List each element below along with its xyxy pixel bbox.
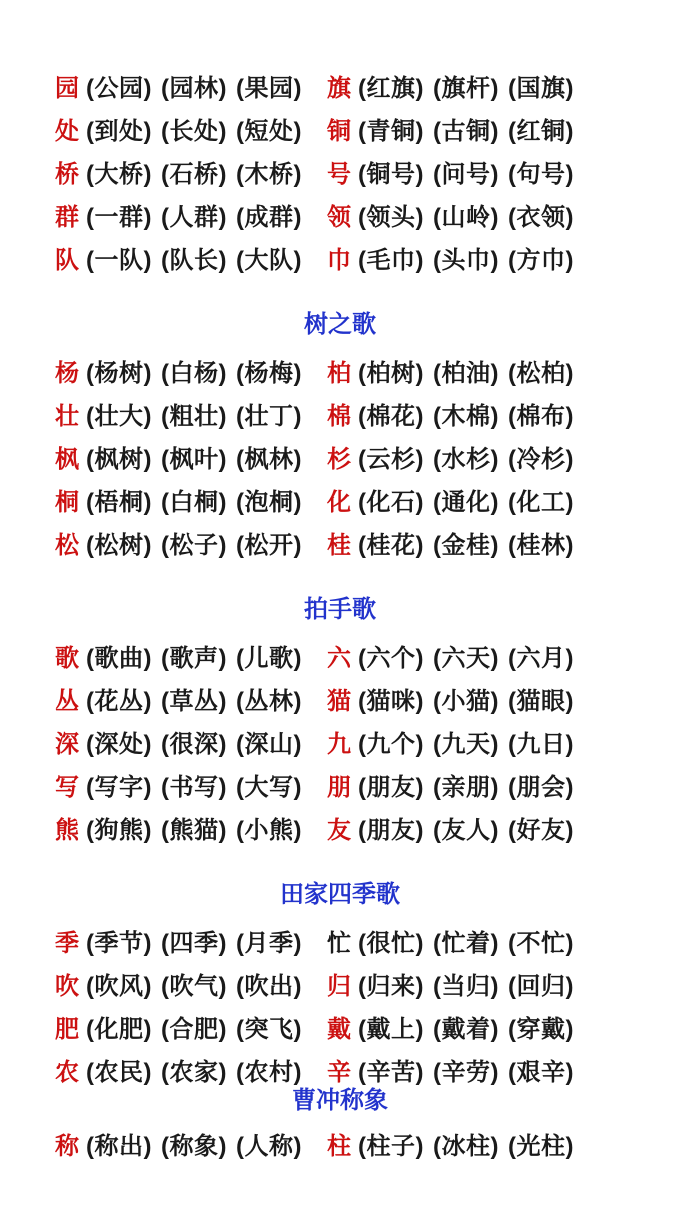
word-item: (猫眼) (507, 688, 574, 715)
word-item: (猫咪) (358, 688, 424, 715)
entry-row (55, 763, 680, 806)
word-item: (深处) (86, 731, 152, 758)
vocab-entry (327, 634, 680, 677)
vocab-entry (55, 392, 327, 435)
word-item: (枫叶) (160, 446, 227, 473)
word-item: (冷杉) (507, 446, 574, 473)
head-character: 深 (55, 731, 79, 758)
word-item: (戴上) (358, 1016, 424, 1043)
head-character: 杉 (327, 446, 351, 473)
vocab-entry (327, 763, 680, 806)
entry-row (55, 107, 680, 150)
word-item: (桂林) (507, 532, 574, 559)
word-item: (草丛) (160, 688, 227, 715)
word-item: (丛林) (235, 688, 302, 715)
word-item: (六天) (432, 645, 499, 672)
head-character: 杨 (55, 360, 79, 387)
word-item: (金桂) (432, 532, 499, 559)
entry-row (55, 919, 680, 962)
vocab-entry (327, 806, 680, 849)
word-item: (长处) (160, 118, 227, 145)
head-character: 队 (55, 247, 79, 274)
word-item: (国旗) (507, 75, 574, 102)
head-character: 歌 (55, 645, 79, 672)
entry-row (55, 1005, 680, 1048)
vocab-entry (327, 150, 680, 193)
head-character: 铜 (327, 118, 351, 145)
word-item: (小熊) (235, 817, 302, 844)
word-item: (花丛) (86, 688, 152, 715)
word-item: (大队) (235, 247, 302, 274)
vocab-entry (55, 349, 327, 392)
word-item: (大桥) (86, 161, 152, 188)
word-item: (青铜) (358, 118, 424, 145)
word-item: (句号) (507, 161, 574, 188)
word-item: (农民) (86, 1059, 152, 1086)
head-character: 肥 (55, 1016, 79, 1043)
word-item: (方巾) (507, 247, 574, 274)
word-item: (光柱) (507, 1133, 574, 1160)
word-item: (化肥) (86, 1016, 152, 1043)
head-character: 群 (55, 204, 79, 231)
word-item: (一群) (86, 204, 152, 231)
head-character: 熊 (55, 817, 79, 844)
word-item: (农家) (160, 1059, 227, 1086)
vocab-entry (327, 392, 680, 435)
vocab-entry (55, 806, 327, 849)
word-item: (季节) (86, 930, 152, 957)
word-item: (石桥) (160, 161, 227, 188)
word-item: (头巾) (432, 247, 499, 274)
word-item: (狗熊) (86, 817, 152, 844)
vocab-entry (55, 107, 327, 150)
word-item: (歌曲) (86, 645, 152, 672)
word-item: (桂花) (358, 532, 424, 559)
word-item: (农村) (235, 1059, 302, 1086)
word-item: (朋友) (358, 774, 424, 801)
head-character: 戴 (327, 1016, 351, 1043)
word-item: (合肥) (160, 1016, 227, 1043)
vocab-entry (55, 435, 327, 478)
word-item: (熊猫) (160, 817, 227, 844)
vocab-entry (327, 193, 680, 236)
entry-row (55, 478, 680, 521)
word-item: (领头) (358, 204, 424, 231)
vocab-entry (55, 720, 327, 763)
word-item: (很深) (160, 731, 227, 758)
head-character: 归 (327, 973, 351, 1000)
head-character: 桥 (55, 161, 79, 188)
vocab-entry (327, 1005, 680, 1048)
word-item: (柏树) (358, 360, 424, 387)
word-item: (好友) (507, 817, 574, 844)
entry-row (55, 806, 680, 849)
word-item: (白桐) (160, 489, 227, 516)
head-character: 桐 (55, 489, 79, 516)
word-item: (毛巾) (358, 247, 424, 274)
word-item: (九个) (358, 731, 424, 758)
word-item: (松柏) (507, 360, 574, 387)
entry-row (55, 64, 680, 107)
section-heading: 拍手歌 (304, 596, 376, 623)
word-item: (称象) (160, 1133, 227, 1160)
entry-row (55, 634, 680, 677)
word-item: (不忙) (507, 930, 574, 957)
head-character: 号 (327, 161, 351, 188)
head-character: 吹 (55, 973, 79, 1000)
word-item: (棉花) (358, 403, 424, 430)
vocab-entry (55, 1005, 327, 1048)
word-item: (短处) (235, 118, 302, 145)
head-character: 丛 (55, 688, 79, 715)
word-item: (问号) (432, 161, 499, 188)
vocab-entry (327, 435, 680, 478)
word-item: (园林) (160, 75, 227, 102)
word-item: (杨树) (86, 360, 152, 387)
vocab-entry (55, 236, 327, 279)
section-heading: 树之歌 (304, 311, 376, 338)
head-character: 农 (55, 1059, 79, 1086)
word-item: (朋会) (507, 774, 574, 801)
head-character: 朋 (327, 774, 351, 801)
word-item: (红旗) (358, 75, 424, 102)
vocab-entry (327, 478, 680, 521)
word-item: (朋友) (358, 817, 424, 844)
vocab-entry (327, 521, 680, 564)
section-heading: 曹冲称象 (292, 1087, 388, 1114)
word-item: (枫林) (235, 446, 302, 473)
word-item: (柱子) (358, 1133, 424, 1160)
word-item: (果园) (235, 75, 302, 102)
vocab-entry (55, 634, 327, 677)
entry-row (55, 236, 680, 279)
word-item: (化石) (358, 489, 424, 516)
head-character: 巾 (327, 247, 351, 274)
word-item: (戴着) (432, 1016, 499, 1043)
head-character: 桂 (327, 532, 351, 559)
vocab-entry (55, 64, 327, 107)
word-item: (吹出) (235, 973, 302, 1000)
entry-row (55, 435, 680, 478)
word-item: (归来) (358, 973, 424, 1000)
word-item: (当归) (432, 973, 499, 1000)
word-item: (亲朋) (432, 774, 499, 801)
word-item: (松树) (86, 532, 152, 559)
word-item: (队长) (160, 247, 227, 274)
word-item: (辛劳) (432, 1059, 499, 1086)
entry-row (55, 193, 680, 236)
word-item: (公园) (86, 75, 152, 102)
head-character: 写 (55, 774, 79, 801)
head-character: 辛 (327, 1059, 351, 1086)
head-character: 松 (55, 532, 79, 559)
word-item: (柏油) (432, 360, 499, 387)
vocab-entry (327, 64, 680, 107)
head-character: 六 (327, 645, 351, 672)
word-item: (旗杆) (432, 75, 499, 102)
section-heading: 田家四季歌 (280, 881, 400, 908)
head-character: 柏 (327, 360, 351, 387)
word-item: (写字) (86, 774, 152, 801)
head-character: 壮 (55, 403, 79, 430)
word-item: (成群) (235, 204, 302, 231)
vocab-entry (55, 1122, 327, 1165)
word-item: (冰柱) (432, 1133, 499, 1160)
entry-row (55, 1122, 680, 1165)
entry-row (55, 677, 680, 720)
word-item: (化工) (507, 489, 574, 516)
word-item: (壮大) (86, 403, 152, 430)
vocab-entry (327, 1122, 680, 1165)
word-item: (四季) (160, 930, 227, 957)
word-item: (九天) (432, 731, 499, 758)
entry-row (55, 962, 680, 1005)
head-character: 化 (327, 489, 351, 516)
vocab-entry (55, 1048, 327, 1091)
head-character: 忙 (327, 930, 351, 957)
vocab-entry (327, 677, 680, 720)
word-item: (歌声) (160, 645, 227, 672)
head-character: 旗 (327, 75, 351, 102)
word-item: (通化) (432, 489, 499, 516)
vocab-entry (327, 919, 680, 962)
entry-row (55, 150, 680, 193)
entry-row (55, 349, 680, 392)
word-item: (深山) (235, 731, 302, 758)
word-item: (穿戴) (507, 1016, 574, 1043)
word-item: (辛苦) (358, 1059, 424, 1086)
entry-row (55, 392, 680, 435)
vocab-entry (55, 150, 327, 193)
head-character: 枫 (55, 446, 79, 473)
head-character: 柱 (327, 1133, 351, 1160)
head-character: 园 (55, 75, 79, 102)
entry-row (55, 521, 680, 564)
vocab-entry (55, 962, 327, 1005)
word-item: (六个) (358, 645, 424, 672)
word-item: (小猫) (432, 688, 499, 715)
word-item: (松开) (235, 532, 302, 559)
word-item: (大写) (235, 774, 302, 801)
word-item: (衣领) (507, 204, 574, 231)
word-item: (云杉) (358, 446, 424, 473)
word-item: (书写) (160, 774, 227, 801)
vocab-entry (327, 720, 680, 763)
word-item: (水杉) (432, 446, 499, 473)
vocab-entry (55, 919, 327, 962)
word-item: (木桥) (235, 161, 302, 188)
word-item: (吹风) (86, 973, 152, 1000)
word-item: (称出) (86, 1133, 152, 1160)
word-item: (山岭) (432, 204, 499, 231)
word-item: (友人) (432, 817, 499, 844)
head-character: 处 (55, 118, 79, 145)
word-item: (泡桐) (235, 489, 302, 516)
vocab-entry (327, 236, 680, 279)
word-item: (壮丁) (235, 403, 302, 430)
word-item: (红铜) (507, 118, 574, 145)
vocab-entry (55, 763, 327, 806)
word-item: (棉布) (507, 403, 574, 430)
word-item: (忙着) (432, 930, 499, 957)
head-character: 棉 (327, 403, 351, 430)
entry-row (55, 720, 680, 763)
word-item: (吹气) (160, 973, 227, 1000)
head-character: 领 (327, 204, 351, 231)
vocab-entry (327, 107, 680, 150)
word-item: (梧桐) (86, 489, 152, 516)
word-item: (突飞) (235, 1016, 302, 1043)
word-item: (人群) (160, 204, 227, 231)
head-character: 九 (327, 731, 351, 758)
head-character: 友 (327, 817, 351, 844)
word-item: (艰辛) (507, 1059, 574, 1086)
word-item: (松子) (160, 532, 227, 559)
word-item: (枫树) (86, 446, 152, 473)
word-item: (粗壮) (160, 403, 227, 430)
vocab-entry (327, 349, 680, 392)
vocab-entry (55, 521, 327, 564)
word-item: (月季) (235, 930, 302, 957)
word-item: (铜号) (358, 161, 424, 188)
word-item: (儿歌) (235, 645, 302, 672)
head-character: 季 (55, 930, 79, 957)
word-item: (木棉) (432, 403, 499, 430)
word-item: (六月) (507, 645, 574, 672)
vocab-entry (55, 193, 327, 236)
vocab-entry (55, 478, 327, 521)
word-item: (一队) (86, 247, 152, 274)
word-item: (古铜) (432, 118, 499, 145)
head-character: 猫 (327, 688, 351, 715)
word-item: (回归) (507, 973, 574, 1000)
vocab-entry (327, 962, 680, 1005)
head-character: 称 (55, 1133, 79, 1160)
word-item: (杨梅) (235, 360, 302, 387)
word-item: (很忙) (358, 930, 424, 957)
word-item: (到处) (86, 118, 152, 145)
vocab-entry (55, 677, 327, 720)
word-item: (白杨) (160, 360, 227, 387)
word-item: (九日) (507, 731, 574, 758)
word-item: (人称) (235, 1133, 302, 1160)
